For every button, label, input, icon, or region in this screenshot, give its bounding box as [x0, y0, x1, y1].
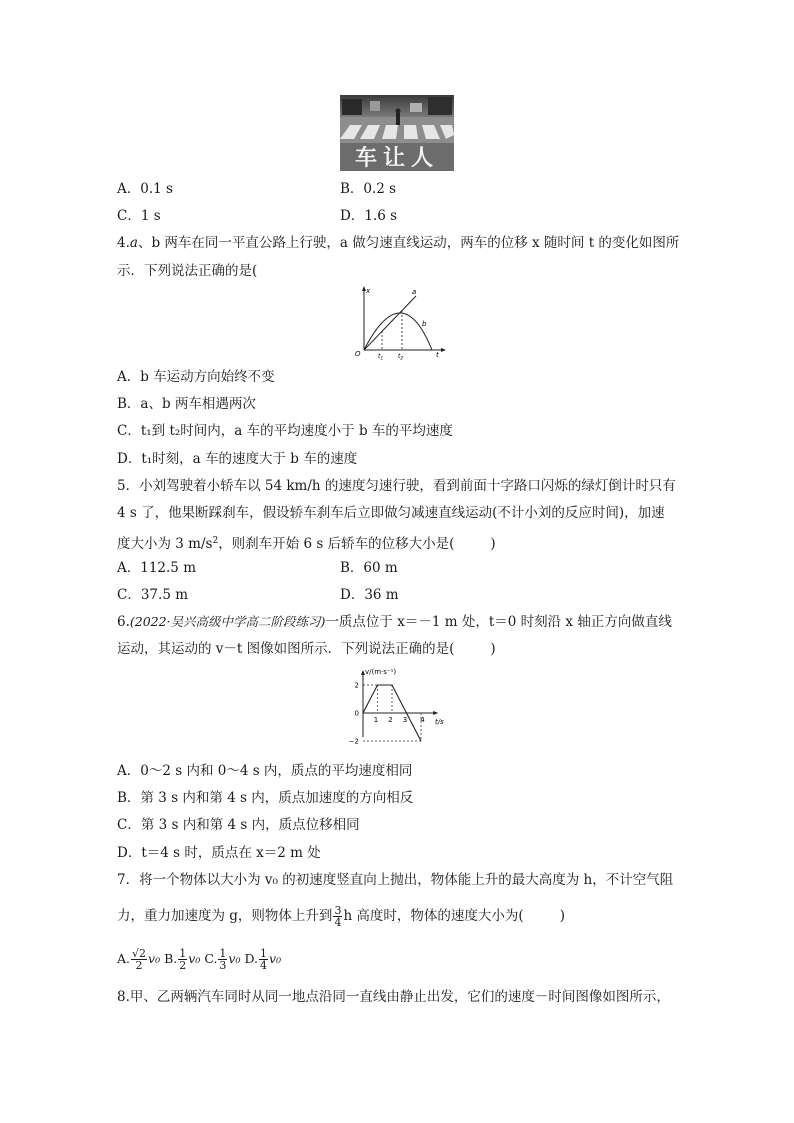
q6-source: (2022·吴兴高级中学高二阶段练习): [129, 614, 326, 629]
q6-y-label: v/(m·s⁻¹): [365, 668, 397, 676]
q6-option-a: A．0～2 s 内和 0～4 s 内，质点的平均速度相同: [117, 763, 413, 779]
q4-option-a: A．b 车运动方向始终不变: [117, 369, 275, 385]
q3-option-c: C．1 s: [117, 208, 161, 224]
q7-line1: 7．将一个物体以大小为 v₀ 的初速度竖直向上抛出，物体能上升的最大高度为 h，不计空气阻: [117, 872, 674, 888]
q6-line2: 运动，其运动的 v－t 图像如图所示．下列说法正确的是( ): [117, 641, 496, 657]
crossing-photo: [340, 95, 454, 171]
q5-line2: 4 s 了，他果断踩刹车，假设轿车刹车后立即做匀减速直线运动(不计小刘的反应时间)，加速: [117, 505, 665, 521]
q4-line-a: a: [412, 288, 417, 296]
q6-line1: 6.(2022·吴兴高级中学高二阶段练习)一质点位于 x＝－1 m 处，t＝0 时刻沿 x 轴正方向做直线: [117, 614, 672, 630]
q6-graph: [343, 662, 453, 748]
x-tick-label: 3: [402, 716, 408, 724]
q4-t2: $t_2$: [398, 353, 404, 360]
q3-option-b: B．0.2 s: [340, 181, 397, 197]
x-tick-label: 4: [420, 716, 425, 724]
q7-options: [117, 948, 281, 971]
q4-origin: O: [355, 350, 361, 358]
q5-line3: 度大小为 3 $m/s^2$，则刹车开始 6 s 后轿车的位移大小是( ): [117, 536, 496, 552]
y-tick-label: 2: [354, 681, 359, 690]
q7-line2: 力，重力加速度为 g，则物体上升到 $\frac{3}{4}$ h 高度时，物体的速度大小为( ): [117, 904, 565, 929]
q4-y-label: x: [366, 287, 371, 295]
q7-option-d: D. $\frac{1}{4}$ v₀: [244, 947, 282, 972]
q5-option-d: D．36 m: [340, 587, 399, 603]
y-tick-label: −2: [348, 737, 359, 746]
x-tick-label: 1: [373, 716, 379, 724]
q3-option-d: D．1.6 s: [340, 208, 398, 224]
q6-x-label: t/s: [435, 718, 444, 726]
q5-option-b: B．60 m: [340, 560, 398, 576]
q4-line-b: b: [422, 320, 427, 328]
q6-option-c: C．第 3 s 内和第 4 s 内，质点位移相同: [117, 817, 360, 833]
q8-line1: 8.甲、乙两辆汽车同时从同一地点沿同一直线由静止出发，它们的速度－时间图像如图所示，: [117, 989, 670, 1005]
q4-graph: [350, 284, 450, 360]
q7-option-b: B. $\frac{1}{2}$ v₀: [164, 947, 201, 972]
q4-stem-line2: 示．下列说法正确的是(: [117, 263, 258, 279]
q5-option-c: C．37.5 m: [117, 587, 188, 603]
q4-stem-line1: 4.a、b 两车在同一平直公路上行驶，a 做匀速直线运动，两车的位移 x 随时间 t 的变化如图所: [117, 235, 680, 251]
q7-option-c: C. $\frac{1}{3}$ v₀: [204, 947, 241, 972]
q6-option-d: D．t＝4 s 时，质点在 x＝2 m 处: [117, 845, 321, 861]
q4-option-d: D．t₁时刻，a 车的速度大于 b 车的速度: [117, 451, 358, 467]
x-tick-label: 2: [388, 716, 393, 724]
y-tick-label: 0: [354, 709, 359, 718]
q5-option-a: A．112.5 m: [117, 560, 196, 576]
sign-text: 车让人: [354, 146, 440, 171]
q4-option-c: C．t₁到 t₂时间内，a 车的平均速度小于 b 车的平均速度: [117, 423, 453, 439]
q5-line1: 5．小刘驾驶着小轿车以 54 km/h 的速度匀速行驶，看到前面十字路口闪烁的绿灯倒计时只有: [117, 478, 676, 494]
x-axis-arrow: [433, 711, 438, 715]
q4-option-b: B．a、b 两车相遇两次: [117, 396, 256, 412]
q4-t1: $t_1$: [378, 353, 384, 360]
q7-option-a: A. $\frac{√2}{2}$ v₀: [117, 947, 161, 972]
q6-option-b: B．第 3 s 内和第 4 s 内，质点加速度的方向相反: [117, 790, 414, 806]
q3-option-a: A．0.1 s: [117, 181, 173, 197]
q4-x-label: t: [436, 351, 439, 359]
